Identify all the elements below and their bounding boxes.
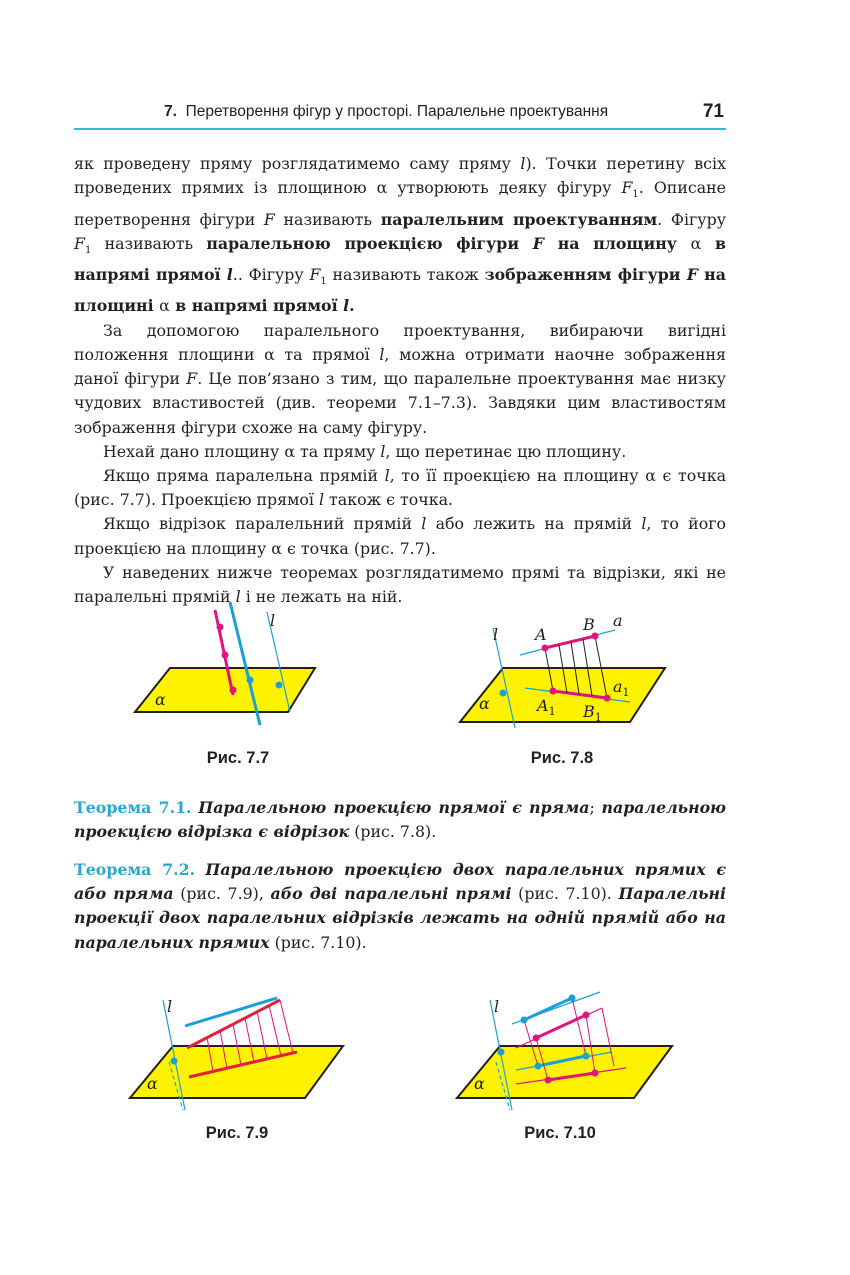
- point: [535, 1063, 542, 1070]
- point: [222, 652, 229, 659]
- point: [276, 682, 283, 689]
- label-a: a: [613, 611, 623, 630]
- point-l: [500, 690, 507, 697]
- point: [592, 1070, 599, 1077]
- theorem-7-2: Теорема 7.2. Паралельною проекцією двох паралельних прямих є або пряма (рис. 7.9), або дві паралельні прямі (рис. 7.10). Паралельні проекції двох паралельних відрізків лежать на одній прямій або на паралельних прямих (рис. 7.10).: [74, 860, 727, 952]
- caption-7-8: Рис. 7.8: [530, 749, 594, 767]
- label-l: l: [494, 997, 500, 1016]
- paragraph: як проведену пряму розглядатимемо саму пряму l). Точки перетину всіх проведених прямих із площиною α утворюють деяку фігуру $F_1$. Описане перетворення фігури F називають паралельним проектуванням. Фігуру $F_1$ називають паралельною проекцією фігури F на площину α в напрямі прямої l.. Фігуру $F_1$ називають також зображенням фігури F на площині α в напрямі прямої l.: [74, 154, 727, 316]
- point: [247, 677, 254, 684]
- theorem-7-1: Теорема 7.1. Паралельною проекцією прямої є пряма; паралельною проекцією відрізка є відрізок (рис. 7.8).: [74, 798, 726, 842]
- label-l: l: [270, 611, 276, 630]
- chapter-title: [164, 103, 608, 121]
- figure-7-9: [125, 990, 345, 1115]
- caption-7-9: Рис. 7.9: [205, 1124, 269, 1142]
- theorem-title: Теорема 7.1.: [74, 798, 192, 817]
- chapter-number: 7.: [164, 103, 177, 120]
- label-A1: $A_1$: [537, 696, 556, 718]
- figure-7-10: [452, 990, 674, 1115]
- label-alpha: α: [479, 694, 490, 713]
- figure-7-7: [130, 600, 320, 740]
- label-alpha: α: [155, 690, 166, 709]
- label-l: l: [167, 997, 173, 1016]
- point: [217, 624, 224, 631]
- paragraph: У наведених нижче теоремах розглядатимемо прямі та відрізки, які не паралельні прямій l і не лежать на ній.: [74, 562, 726, 606]
- plane-alpha: [457, 1046, 672, 1098]
- figure-7-8: [455, 610, 675, 730]
- chapter-title-text: Перетворення фігур у просторі. Паралельне проектування: [185, 103, 609, 120]
- paragraph: Якщо пряма паралельна прямій l, то її проекцією на площину α є точка (рис. 7.7). Проекцією прямої l також є точка.: [74, 465, 726, 510]
- caption-7-10: Рис. 7.10: [524, 1124, 596, 1142]
- plane-alpha: [130, 1046, 343, 1098]
- point-A: [542, 645, 549, 652]
- plane-alpha: [460, 668, 665, 722]
- point-B1: [604, 695, 611, 702]
- label-alpha: α: [474, 1074, 485, 1093]
- page-number: 71: [702, 101, 724, 122]
- theorem-title: Теорема 7.2.: [74, 860, 196, 879]
- label-a1: $a_1$: [613, 677, 630, 699]
- segment-AB: [545, 636, 595, 648]
- paragraph: Нехай дано площину α та пряму l, що перетинає цю площину.: [103, 441, 627, 461]
- line-blue: [185, 998, 277, 1026]
- point: [569, 995, 576, 1002]
- caption-7-7: Рис. 7.7: [206, 749, 270, 767]
- main-text: [74, 152, 726, 609]
- point: [230, 687, 237, 694]
- point-l: [171, 1058, 178, 1065]
- paragraph: За допомогою паралельного проектування, вибираючи вигідні положення площини α та прямої l, можна отримати наочне зображення даної фігури F. Це пов’язано з тим, що паралельне проектування має низку чудових властивостей (див. теореми 7.1–7.3). Завдяки цим властивостям зображення фігури схоже на саму фігуру.: [74, 320, 726, 437]
- paragraph: Якщо відрізок паралельний прямій l або лежить на прямій l, то його проекцією на площину α є точка (рис. 7.7).: [74, 514, 726, 558]
- point-A1: [550, 688, 557, 695]
- page-header: [74, 98, 726, 130]
- point: [533, 1035, 540, 1042]
- label-A: A: [535, 625, 547, 644]
- point: [583, 1053, 590, 1060]
- point: [545, 1077, 552, 1084]
- label-B: B: [583, 615, 595, 634]
- label-B1: $B_1$: [583, 702, 602, 724]
- point: [521, 1017, 528, 1024]
- label-alpha: α: [147, 1074, 158, 1093]
- point-l: [498, 1049, 505, 1056]
- label-l: l: [493, 625, 499, 644]
- point: [583, 1012, 590, 1019]
- segment-blue-top: [524, 998, 572, 1020]
